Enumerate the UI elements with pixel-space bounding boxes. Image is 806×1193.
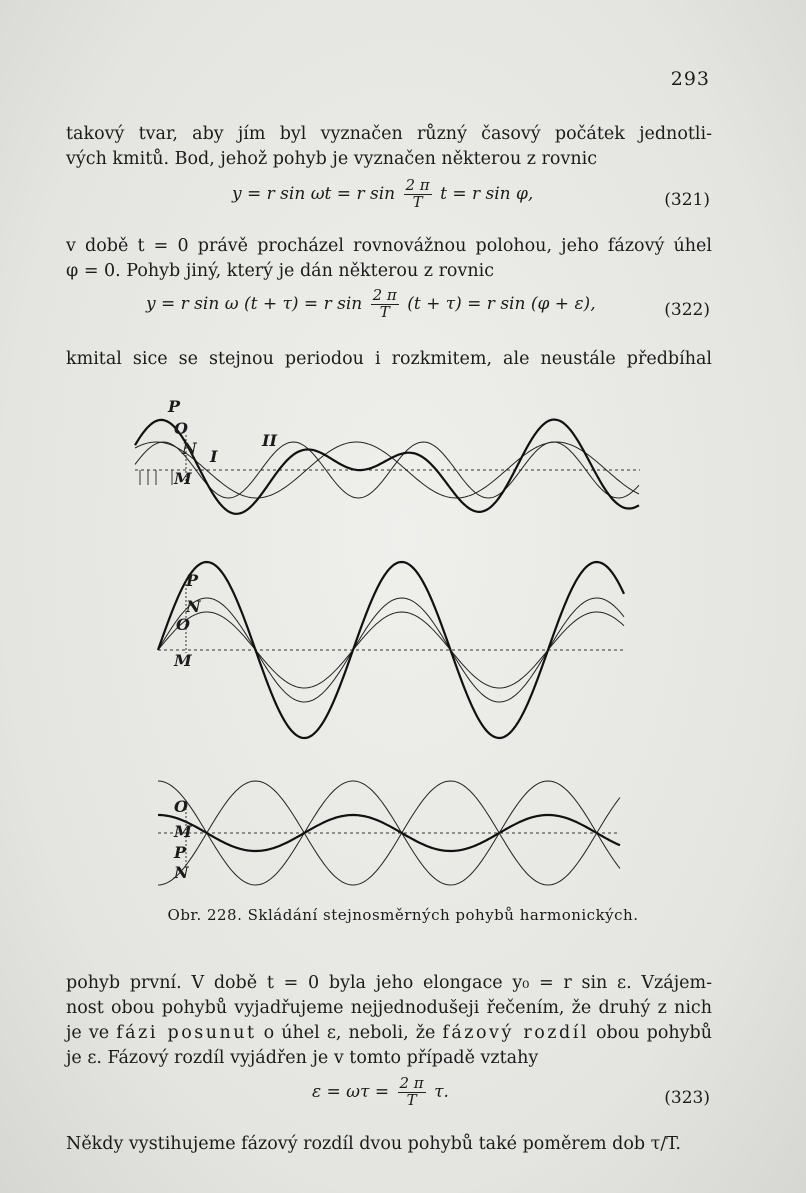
label-N: N [174,863,189,882]
equation-right: t = r sin φ, [440,183,534,204]
text-line: v době t = 0 právě procházel rovnovážnou polohou, jeho fázový úhel [66,236,712,256]
equation-number: (322) [664,300,710,320]
equation-right: τ. [434,1081,449,1102]
paragraph-second [66,234,712,284]
equation-321 [232,178,533,211]
wave-sum [135,420,639,514]
equation-left: ε = ωτ = [312,1081,390,1102]
equation-number: (321) [664,190,710,210]
text-line: takový tvar, aby jím byl vyznačen různý časový počátek jednotli- [66,124,712,144]
text-line: je ε. Fázový rozdíl vyjádřen je v tomto případě vztahy [66,1048,539,1068]
text-line: pohyb první. V době t = 0 byla jeho elongace y₀ = r sin ε. Vzájem- [66,973,712,993]
text-line: kmital sice se stejnou periodou i rozkmitem, ale neustále předbíhal [66,349,712,369]
paragraph-fourth [66,971,712,1071]
label-I: I [210,447,218,466]
equation-left: y = r sin ωt = r sin [232,183,396,204]
label-P: P [168,397,181,416]
label-M: M [174,822,192,841]
label-M: M [174,469,192,488]
equation-right: (t + τ) = r sin (φ + ε), [407,293,596,314]
text-line: je ve fázi posunut o úhel ε, neboli, že fázový rozdíl obou pohybů [66,1023,713,1043]
label-II: II [262,431,277,450]
text-line: nost obou pohybů vyjadřujeme nejjednodušeji řečením, že druhý z nich [66,998,712,1018]
figure-228 [120,395,660,900]
equation-number: (323) [664,1088,710,1108]
waveform-diagram [120,395,660,900]
label-O: O [174,419,188,438]
label-N: N [186,597,201,616]
figure-caption: Obr. 228. Skládání stejnosměrných pohybů harmonických. [167,906,639,924]
equation-left: y = r sin ω (t + τ) = r sin [146,293,363,314]
text-line: Někdy vystihujeme fázový rozdíl dvou pohybů také poměrem dob τ/T. [66,1134,681,1154]
fraction: $\frac{2 \pi}{T}$ [399,1074,424,1109]
equation-323 [312,1076,449,1109]
text-line: φ = 0. Pohyb jiný, který je dán některou z rovnic [66,261,495,281]
label-N: N [182,439,197,458]
equation-322 [146,288,596,321]
label-O: O [176,615,190,634]
fraction: $\frac{2 \pi}{T}$ [405,176,430,211]
fraction: $\frac{2 \pi}{T}$ [372,286,397,321]
label-M: M [174,651,192,670]
paragraph-fifth [66,1132,712,1157]
label-P: P [186,571,199,590]
text-line: vých kmitů. Bod, jehož pohyb je vyznačen některou z rovnic [66,149,598,169]
paragraph-third [66,347,712,372]
page-number: 293 [670,68,710,90]
paragraph-intro [66,122,712,172]
label-O: O [174,797,188,816]
label-P: P [174,843,187,862]
